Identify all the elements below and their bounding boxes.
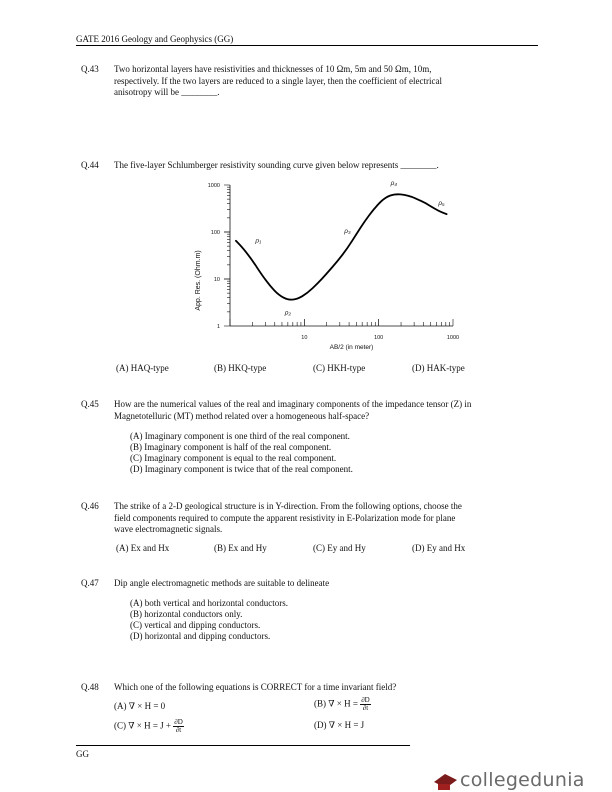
q43-text — [114, 64, 514, 99]
q48-number: Q.48 — [81, 682, 99, 692]
q44-option-b: (B) HKQ-type — [214, 363, 267, 373]
q46-line2: field components required to compute the apparent resistivity in E-Polarization mode for plane — [114, 512, 456, 523]
chart-axes — [224, 185, 453, 326]
q45-line2: Magnetotelluric (MT) method related over a homogeneous half-space? — [114, 410, 370, 421]
rho-5-label: ρ₅ — [438, 199, 445, 207]
rho-4-label: ρ₄ — [390, 180, 398, 187]
q45-option-d: (D) Imaginary component is twice that of the real component. — [130, 464, 353, 474]
q48-text: Which one of the following equations is CORRECT for a time invariant field? — [114, 682, 397, 692]
chart-labels — [195, 180, 459, 351]
collegedunia-logo — [432, 768, 612, 792]
sounding-curve — [236, 194, 447, 299]
header-divider — [76, 45, 538, 46]
q46-line3: wave electromagnetic signals. — [114, 524, 223, 534]
q43-line3: anisotropy will be ________. — [114, 87, 220, 97]
footer-label: GG — [76, 749, 89, 759]
frac-den: ∂t — [175, 726, 182, 734]
q46-line1: The strike of a 2-D geological structure is in Y-direction. From the following options, choose the — [114, 501, 462, 511]
graduation-cap-icon — [432, 768, 458, 792]
q46-option-d: (D) Ey and Hx — [412, 543, 466, 553]
q44-number: Q.44 — [81, 160, 99, 170]
rho-2-label: ρ₂ — [284, 309, 291, 317]
q46-number: Q.46 — [81, 501, 99, 511]
x-axis-title: AB/2 (in meter) — [329, 344, 374, 351]
q48-option-b-fraction — [360, 697, 371, 712]
q47-option-d: (D) horizontal and dipping conductors. — [130, 631, 271, 641]
q48-option-b — [314, 697, 371, 712]
q45-number: Q.45 — [81, 399, 99, 409]
q45-line1: How are the numerical values of the real and imaginary components of the impedance tensor (Z) in — [114, 399, 472, 409]
q46-text — [114, 501, 534, 536]
rho-3-label: ρ₃ — [344, 228, 351, 236]
q47-option-c: (C) vertical and dipping conductors. — [130, 620, 261, 630]
q44-option-a: (A) HAQ-type — [116, 363, 169, 373]
q47-text: Dip angle electromagnetic methods are suitable to delineate — [114, 578, 330, 588]
x-tick-label: 10 — [301, 335, 308, 341]
q47-options — [130, 598, 288, 642]
q47-number: Q.47 — [81, 578, 99, 588]
frac-num: ∂D — [174, 718, 183, 726]
q45-option-a: (A) Imaginary component is one third of the real component. — [130, 431, 350, 441]
y-tick-label: 100 — [210, 230, 220, 236]
y-tick-label: 10 — [213, 277, 220, 283]
q48-option-c-fraction — [173, 719, 184, 734]
q45-option-c: (C) Imaginary component is equal to the real component. — [130, 453, 337, 463]
q47-option-b: (B) horizontal conductors only. — [130, 609, 243, 619]
q48-option-d: (D) ∇ × H = J — [314, 720, 365, 730]
q43-line2: respectively. If the two layers are reduced to a single layer, then the coefficient of electrical — [114, 75, 442, 86]
page-header: GATE 2016 Geology and Geophysics (GG) — [76, 34, 234, 44]
q46-option-a: (A) Ex and Hx — [116, 543, 170, 553]
x-tick-label: 100 — [374, 335, 384, 341]
q44-text: The five-layer Schlumberger resistivity sounding curve given below represents ________. — [114, 160, 439, 170]
q44-option-d: (D) HAK-type — [412, 363, 465, 373]
q48-option-c — [114, 719, 184, 734]
q45-options — [130, 431, 353, 475]
chart-curve-group — [236, 194, 447, 299]
q43-line1: Two horizontal layers have resistivities and thicknesses of 10 Ωm, 5m and 50 Ωm, 10m, — [114, 64, 432, 74]
q48-option-b-label: (B) ∇ × H = — [314, 698, 361, 709]
frac-num: ∂D — [361, 696, 370, 704]
y-tick-label: 1000 — [207, 183, 220, 189]
q45-option-b: (B) Imaginary component is half of the real component. — [130, 442, 332, 452]
q48-option-c-label: (C) ∇ × H = J + — [114, 720, 174, 731]
q48-option-a: (A) ∇ × H = 0 — [114, 701, 166, 711]
logo-text: collegedunia — [460, 769, 585, 791]
rho-1-label: ρ₁ — [255, 237, 262, 245]
q45-text — [114, 399, 534, 422]
y-tick-label: 1 — [216, 324, 220, 330]
q46-option-c: (C) Ey and Hy — [313, 543, 366, 553]
y-axis-title: App. Res. (Ohm.m) — [195, 250, 202, 311]
resistivity-chart — [180, 178, 480, 356]
frac-den: ∂t — [362, 704, 369, 712]
q47-option-a: (A) both vertical and horizontal conductors. — [130, 598, 288, 608]
q43-number: Q.43 — [81, 64, 99, 74]
q46-option-b: (B) Ex and Hy — [214, 543, 267, 553]
footer-divider — [76, 745, 410, 746]
x-tick-label: 1000 — [446, 335, 460, 341]
q44-option-c: (C) HKH-type — [313, 363, 366, 373]
